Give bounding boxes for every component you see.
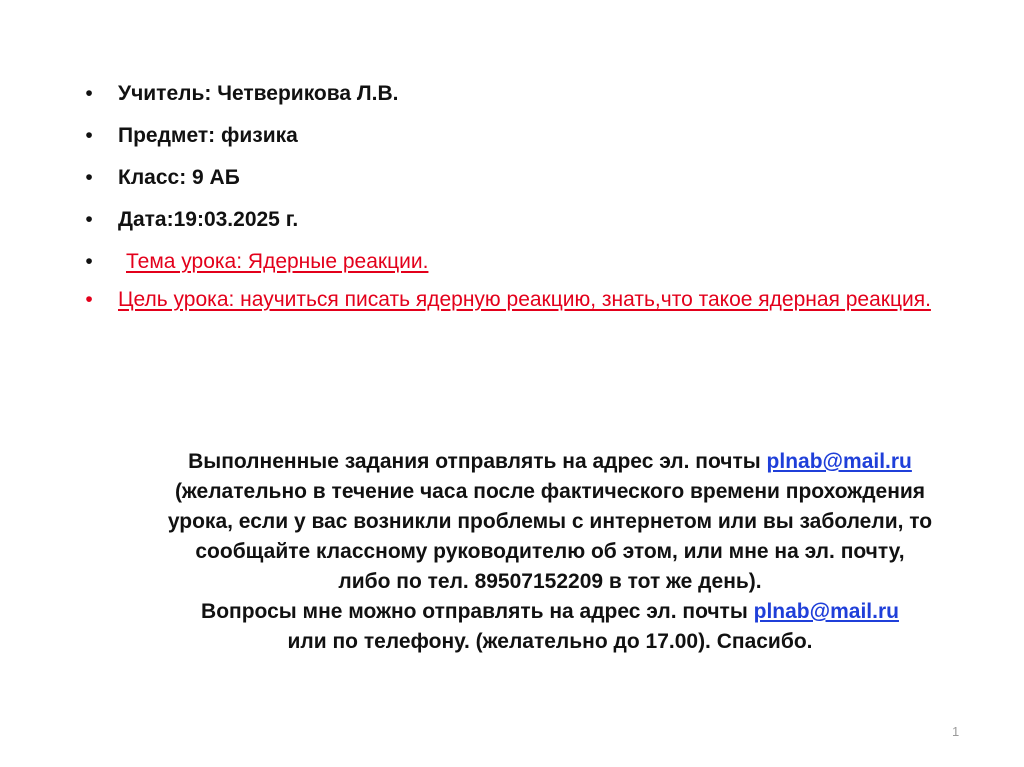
subject-text: Предмет: физика: [118, 124, 298, 147]
bullet-dot-icon: •: [85, 124, 93, 147]
teacher-text: Учитель: Четверикова Л.В.: [118, 82, 399, 105]
email-link-2[interactable]: plnab@mail.ru: [753, 600, 899, 623]
notice-line-6-text: Вопросы мне можно отправлять на адрес эл. почты: [201, 600, 754, 623]
class-text: Класс: 9 АБ: [118, 166, 240, 189]
page-number: 1: [952, 724, 960, 739]
lesson-topic-item: [82, 249, 962, 275]
notice-line-1: [80, 445, 1020, 479]
notice-line-4: сообщайте классному руководителю об этом, или мне на эл. почту,: [195, 540, 905, 563]
notice-line-1-text: Выполненные задания отправлять на адрес эл. почты: [188, 450, 767, 473]
info-bullet-list: [82, 81, 962, 329]
lesson-topic-link[interactable]: Тема урока: Ядерные реакции.: [126, 250, 429, 273]
email-link-1[interactable]: plnab@mail.ru: [766, 450, 912, 473]
date-item: [82, 207, 962, 233]
notice-line-3: урока, если у вас возникли проблемы с интернетом или вы заболели, то: [167, 510, 933, 533]
notice-line-6: [80, 595, 1020, 629]
class-item: [82, 165, 962, 191]
notice-line-7: или по телефону. (желательно до 17.00). Спасибо.: [287, 630, 813, 653]
bullet-dot-icon: •: [85, 166, 93, 189]
bullet-dot-icon: •: [85, 250, 93, 273]
submission-notice: [80, 445, 1020, 659]
bullet-dot-icon: •: [85, 288, 93, 311]
teacher-item: [82, 81, 962, 107]
lesson-goal-item: [82, 287, 962, 313]
notice-line-5: либо по тел. 89507152209 в тот же день).: [338, 570, 762, 593]
bullet-dot-icon: •: [85, 208, 93, 231]
notice-line-2: (желательно в течение часа после фактического времени прохождения: [174, 480, 926, 503]
lesson-goal-link[interactable]: Цель урока: научиться писать ядерную реакцию, знать,что такое ядерная реакция.: [118, 288, 931, 311]
date-text: Дата:19:03.2025 г.: [118, 208, 299, 231]
bullet-dot-icon: •: [85, 82, 93, 105]
subject-item: [82, 123, 962, 149]
